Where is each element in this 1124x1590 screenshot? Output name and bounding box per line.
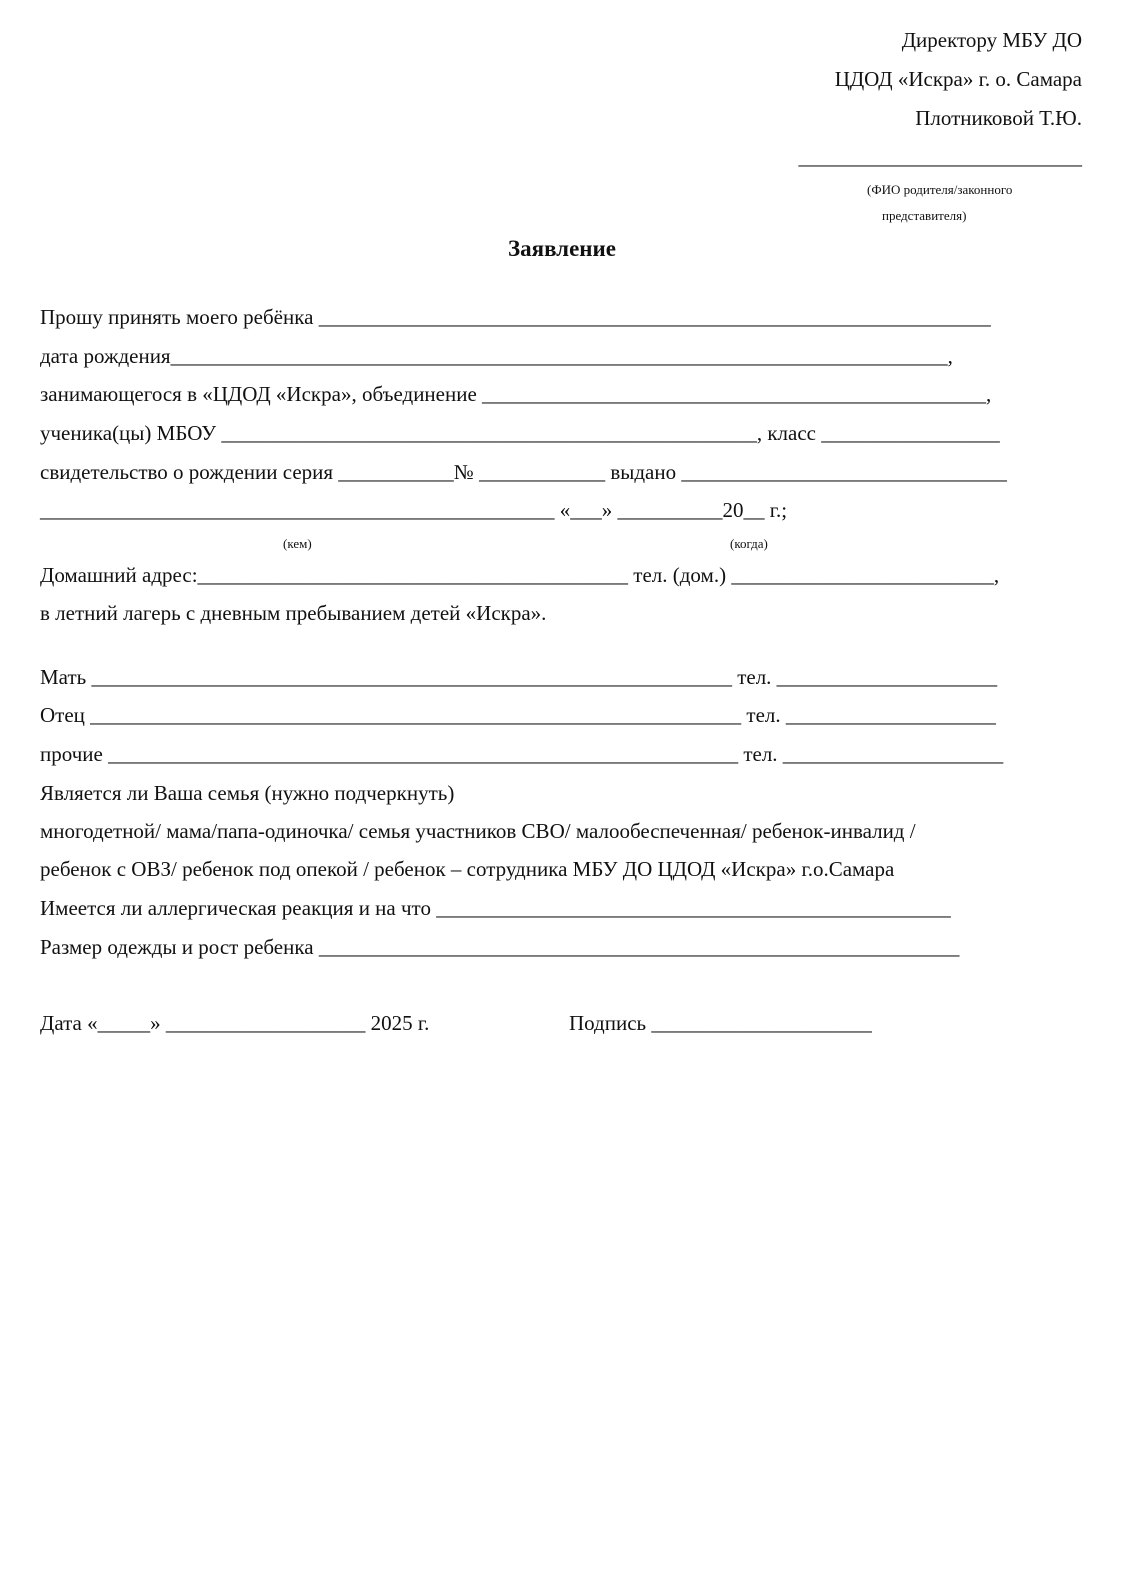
caption-issued-by: (кем) [283,536,312,551]
signature-field: Подпись _____________________ [569,1011,872,1035]
addressee-line-name: Плотниковой Т.Ю. [915,106,1082,130]
row-association: занимающегося в «ЦДОД «Искра», объединение ________________________________________________, [40,382,992,406]
addressee-line-organization: ЦДОД «Искра» г. о. Самара [834,67,1082,91]
caption-issued-when: (когда) [730,536,768,551]
document-title: Заявление [507,236,617,261]
row-issued-by-when: _________________________________________________ «___» __________20__ г.; [40,498,788,522]
row-others: прочие ____________________________________________________________ тел. _____________________ [40,742,1004,766]
row-camp: в летний лагерь с дневным пребыванием детей «Искра». [40,601,547,625]
row-birth-certificate: свидетельство о рождении серия ___________№ ____________ выдано _______________________________ [40,460,1007,484]
row-family-question: Является ли Ваша семья (нужно подчеркнуть) [40,781,455,805]
applicant-caption-line1: (ФИО родителя/законного [867,182,1013,197]
applicant-name-blank: ___________________________ [798,145,1082,169]
addressee-line-director: Директору МБУ ДО [901,28,1082,52]
row-family-options-2: ребенок с ОВЗ/ ребенок под опекой / ребенок – сотрудника МБУ ДО ЦДОД «Искра» г.о.Самара [40,857,895,881]
row-allergy: Имеется ли аллергическая реакция и на что _________________________________________________ [40,896,951,920]
row-mother: Мать _____________________________________________________________ тел. _____________________ [40,665,998,689]
row-clothing-size: Размер одежды и рост ребенка _____________________________________________________________ [40,935,960,959]
row-family-options-1: многодетной/ мама/папа-одиночка/ семья участников СВО/ малообеспеченная/ ребенок-инвалид / [40,819,916,843]
row-child-name: Прошу принять моего ребёнка ________________________________________________________________ [40,305,991,329]
row-school-class: ученика(цы) МБОУ ___________________________________________________, класс _________________ [40,421,1000,445]
date-field: Дата «_____» ___________________ 2025 г. [40,1011,430,1035]
row-birth-date: дата рождения__________________________________________________________________________, [40,344,953,368]
row-home-address: Домашний адрес:_________________________________________ тел. (дом.) _________________________, [40,563,1000,587]
row-father: Отец ______________________________________________________________ тел. ____________________ [40,703,996,727]
applicant-caption-line2: представителя) [882,208,967,223]
